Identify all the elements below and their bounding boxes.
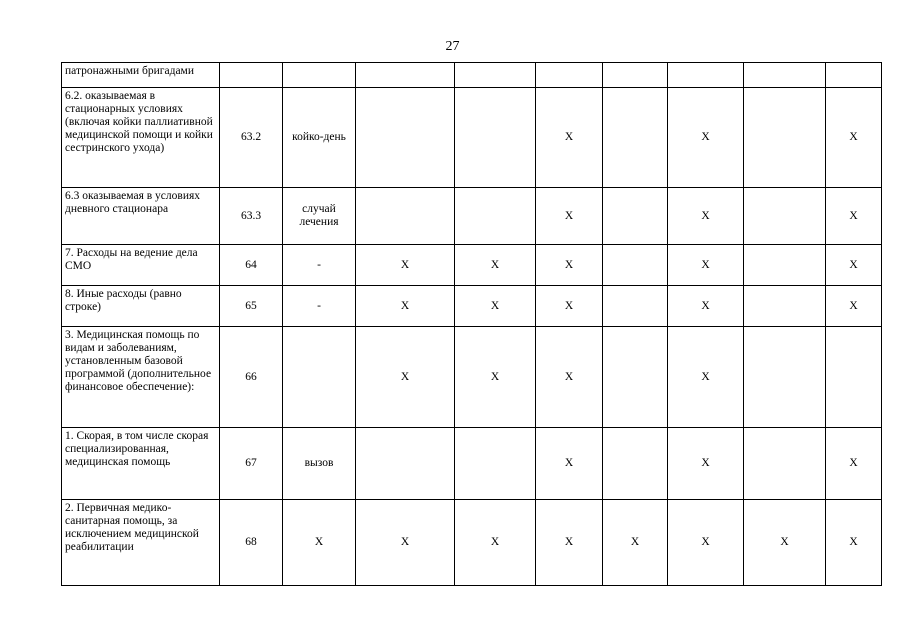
table-cell: Х — [826, 428, 882, 500]
table-row — [62, 500, 882, 586]
table-cell: Х — [536, 327, 603, 428]
table-cell: Х — [536, 286, 603, 327]
row-code: 67 — [220, 428, 283, 500]
table-row — [62, 188, 882, 245]
row-label: 6.2. оказываемая в стационарных условиях (включая койки паллиативной медицинской помощи и койки сестринского ухода) — [62, 88, 220, 188]
row-label: 7. Расходы на ведение дела СМО — [62, 245, 220, 286]
table-cell — [826, 63, 882, 88]
table-cell: Х — [356, 245, 455, 286]
table-cell: Х — [536, 245, 603, 286]
table-cell: Х — [356, 286, 455, 327]
table-row — [62, 245, 882, 286]
unit-cell — [283, 63, 356, 88]
table-cell — [744, 245, 826, 286]
table-cell: Х — [536, 500, 603, 586]
table-cell — [603, 286, 668, 327]
table-cell: Х — [668, 327, 744, 428]
row-code: 66 — [220, 327, 283, 428]
table-cell: Х — [668, 88, 744, 188]
table-cell: Х — [668, 188, 744, 245]
table-cell — [455, 188, 536, 245]
row-label: 2. Первичная медико-санитарная помощь, за исключением медицинской реабилитации — [62, 500, 220, 586]
table-cell — [744, 286, 826, 327]
row-code: 63.3 — [220, 188, 283, 245]
table-cell: Х — [668, 286, 744, 327]
table-cell — [356, 188, 455, 245]
table-cell: Х — [356, 500, 455, 586]
table-cell — [603, 88, 668, 188]
row-code: 65 — [220, 286, 283, 327]
table-cell — [455, 88, 536, 188]
table-cell: Х — [826, 88, 882, 188]
table-row — [62, 327, 882, 428]
table-cell: Х — [826, 500, 882, 586]
table-cell — [536, 63, 603, 88]
row-code — [220, 63, 283, 88]
table-cell — [603, 245, 668, 286]
table-cell — [603, 188, 668, 245]
table-cell — [455, 63, 536, 88]
table-cell — [356, 88, 455, 188]
table-cell — [744, 188, 826, 245]
table-cell: Х — [536, 428, 603, 500]
table-cell — [455, 428, 536, 500]
row-code: 64 — [220, 245, 283, 286]
table-cell: Х — [536, 188, 603, 245]
table-cell — [744, 63, 826, 88]
table-cell: Х — [826, 245, 882, 286]
data-table — [61, 62, 882, 586]
unit-cell: вызов — [283, 428, 356, 500]
table-cell: Х — [455, 286, 536, 327]
table-cell: Х — [603, 500, 668, 586]
row-label: 8. Иные расходы (равно строке) — [62, 286, 220, 327]
row-label: 1. Скорая, в том числе скорая специализированная, медицинская помощь — [62, 428, 220, 500]
table-row — [62, 286, 882, 327]
table-cell — [603, 63, 668, 88]
table-cell — [603, 428, 668, 500]
table-cell: Х — [455, 500, 536, 586]
table-cell: Х — [744, 500, 826, 586]
table-cell — [744, 327, 826, 428]
table-cell — [744, 428, 826, 500]
table-cell — [826, 327, 882, 428]
unit-cell: Х — [283, 500, 356, 586]
table-cell — [668, 63, 744, 88]
row-label: 6.3 оказываемая в условиях дневного стационара — [62, 188, 220, 245]
table-cell: Х — [455, 245, 536, 286]
table-cell: Х — [668, 245, 744, 286]
table-row — [62, 63, 882, 88]
row-label: патронажными бригадами — [62, 63, 220, 88]
page-number: 27 — [445, 39, 460, 54]
unit-cell: - — [283, 245, 356, 286]
table-cell — [356, 63, 455, 88]
table-cell: Х — [356, 327, 455, 428]
table-cell: Х — [826, 188, 882, 245]
table-cell: Х — [455, 327, 536, 428]
unit-cell: случай лечения — [283, 188, 356, 245]
table-cell — [744, 88, 826, 188]
table-cell: Х — [668, 428, 744, 500]
table-cell: Х — [826, 286, 882, 327]
unit-cell — [283, 327, 356, 428]
table-row — [62, 428, 882, 500]
table-cell: Х — [536, 88, 603, 188]
table-cell — [356, 428, 455, 500]
row-label: 3. Медицинская помощь по видам и заболеваниям, установленным базовой программой (дополнительное финансовое обеспечение): — [62, 327, 220, 428]
unit-cell: - — [283, 286, 356, 327]
row-code: 63.2 — [220, 88, 283, 188]
table-cell — [603, 327, 668, 428]
unit-cell: койко-день — [283, 88, 356, 188]
row-code: 68 — [220, 500, 283, 586]
table-row — [62, 88, 882, 188]
table-cell: Х — [668, 500, 744, 586]
